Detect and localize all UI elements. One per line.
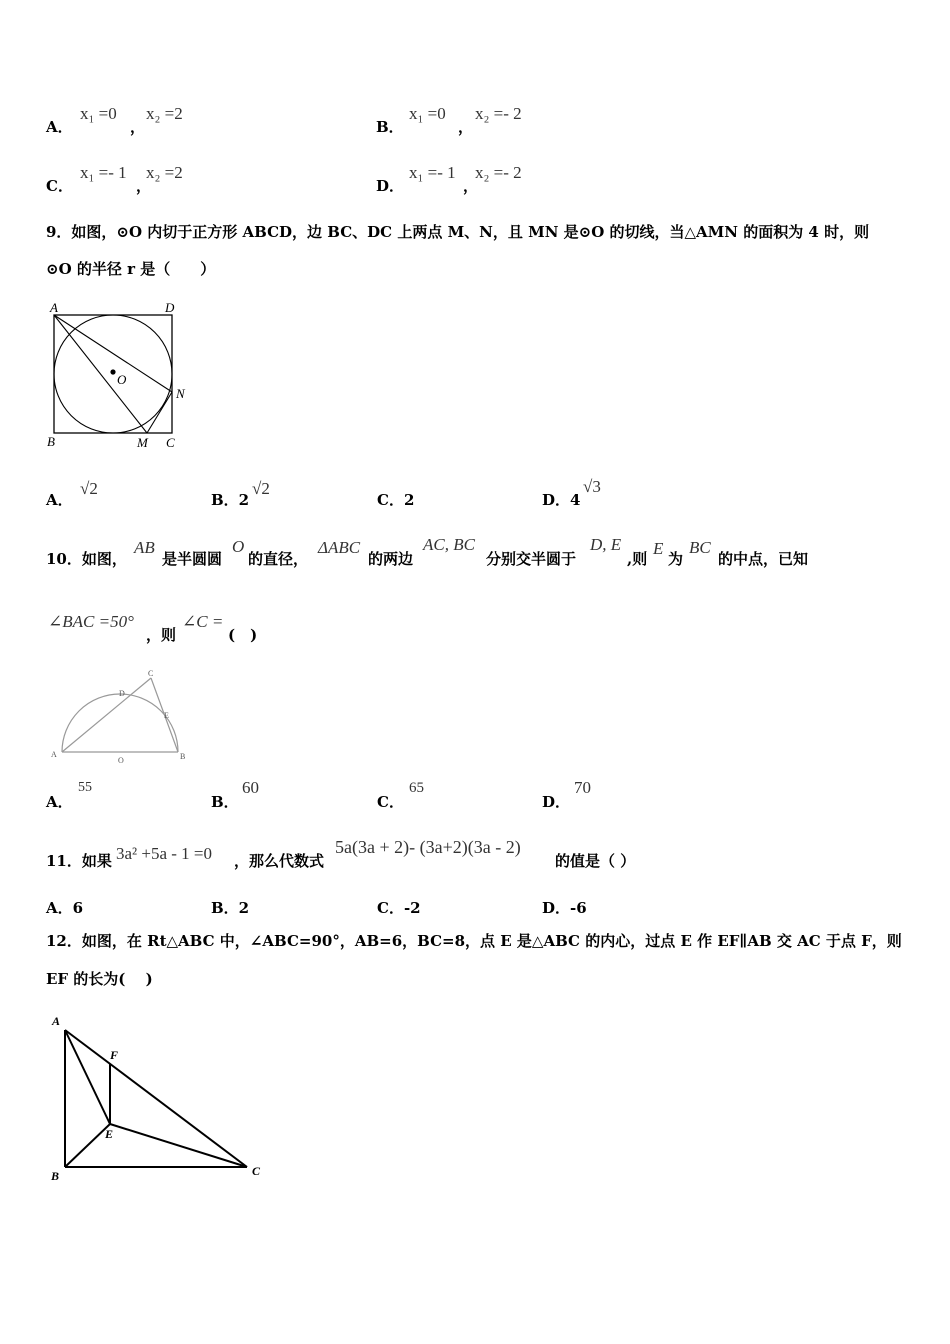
q12-stem-line2: EF 的长为( )	[46, 970, 153, 988]
segment-an	[54, 315, 172, 392]
option-value: √2	[252, 479, 270, 498]
segment-ce	[110, 1124, 247, 1167]
math: 5a(3a + 2)- (3a+2)(3a - 2)	[335, 837, 521, 857]
option-label: C．	[377, 793, 404, 811]
text: 是半圆圆	[162, 550, 223, 568]
math-x2: x₂ =2	[146, 104, 183, 123]
label-a: A	[50, 300, 58, 315]
label-o: O	[118, 756, 124, 765]
text: 的值是（ ）	[555, 852, 636, 870]
option-label: A．	[46, 793, 73, 811]
option-b: B．2	[211, 899, 250, 917]
math: BC	[689, 538, 711, 557]
math-x1: x₁ =- 1	[80, 163, 127, 182]
label-e: E	[105, 1127, 114, 1141]
option-label: A．	[46, 118, 73, 136]
center-point	[110, 369, 115, 374]
option-d: D．-6	[542, 899, 587, 917]
math: AB	[134, 538, 155, 557]
q9-stem-line2: ⊙O 的半径 r 是（ ）	[46, 260, 216, 278]
label-n: N	[176, 386, 185, 401]
option-label: B．	[211, 793, 239, 811]
label-d: D	[165, 300, 175, 315]
text: 分别交半圆于	[486, 550, 577, 568]
q9-figure	[44, 296, 204, 456]
option-label: B．2	[211, 491, 250, 509]
math-x2: x₂ =- 2	[475, 104, 522, 123]
option-value: √3	[583, 477, 601, 496]
segment-mn	[147, 392, 172, 433]
text: ( )	[228, 626, 258, 644]
label-c: C	[252, 1164, 261, 1178]
option-value: 55	[78, 780, 92, 795]
segment-ae	[65, 1030, 110, 1124]
option-label: A．	[46, 491, 73, 509]
math-x1: x₁ =- 1	[409, 163, 456, 182]
label-m: M	[137, 435, 148, 450]
option-value: 60	[242, 778, 259, 797]
separator: ，	[458, 118, 474, 136]
label-c: C	[166, 435, 175, 450]
option-a: A．6	[46, 899, 84, 917]
text: 为	[668, 550, 684, 568]
text: ,则	[627, 550, 648, 568]
option-label: D．	[376, 177, 405, 195]
label-a: A	[51, 750, 57, 759]
option-label: C．2	[377, 491, 415, 509]
math-x1: x₁ =0	[80, 104, 117, 123]
separator: ，	[463, 177, 479, 195]
option-label: D．4	[542, 491, 581, 509]
label-d: D	[119, 689, 125, 698]
math: O	[232, 537, 245, 556]
label-f: F	[110, 1048, 119, 1062]
math: 3a² +5a - 1 =0	[116, 844, 213, 863]
math-x1: x₁ =0	[409, 104, 446, 123]
option-c: C．-2	[377, 899, 421, 917]
math: D, E	[590, 535, 622, 554]
option-label: B．	[376, 118, 404, 136]
text: 的直径，	[248, 550, 309, 568]
text: 11．如果	[46, 852, 112, 870]
segment-am	[54, 315, 147, 433]
label-b: B	[180, 752, 186, 761]
label-c: C	[148, 669, 154, 678]
math: AC, BC	[423, 535, 475, 554]
text: ，那么代数式	[234, 852, 325, 870]
label-b: B	[51, 1169, 60, 1183]
math: ∠C =	[182, 612, 224, 631]
option-value: √2	[80, 479, 98, 498]
math: ∠BAC =50°	[48, 612, 134, 631]
math: E	[653, 539, 664, 558]
q9-stem-line1: 9．如图，⊙O 内切于正方形 ABCD，边 BC、DC 上两点 M、N，且 MN 是⊙O 的切线，当△AMN 的面积为 4 时，则	[46, 223, 870, 241]
text: 10．如图，	[46, 550, 127, 568]
text: ，则	[146, 626, 177, 644]
label-b: B	[47, 434, 55, 449]
math-x2: x₂ =2	[146, 163, 183, 182]
segment-be	[65, 1124, 110, 1167]
q12-stem-line1: 12．如图，在 Rt△ABC 中，∠ABC=90°，AB=6，BC=8，点 E 是△ABC 的内心，过点 E 作 EF∥AB 交 AC 于点 F，则	[46, 932, 902, 950]
math: ΔABC	[318, 538, 361, 557]
text: 的两边	[368, 550, 414, 568]
text: 的中点，已知	[718, 550, 809, 568]
separator: ，	[136, 177, 152, 195]
side-ac	[65, 1030, 247, 1167]
math-x2: x₂ =- 2	[475, 163, 522, 182]
option-label: D．	[542, 793, 571, 811]
q10-figure	[44, 664, 204, 770]
q12-figure	[40, 1008, 270, 1188]
option-value: 70	[574, 778, 591, 797]
separator: ，	[130, 118, 146, 136]
label-e: E	[164, 711, 169, 720]
label-a: A	[52, 1014, 61, 1028]
label-o: O	[117, 372, 127, 387]
option-value: 65	[409, 780, 424, 796]
option-label: C．	[46, 177, 73, 195]
